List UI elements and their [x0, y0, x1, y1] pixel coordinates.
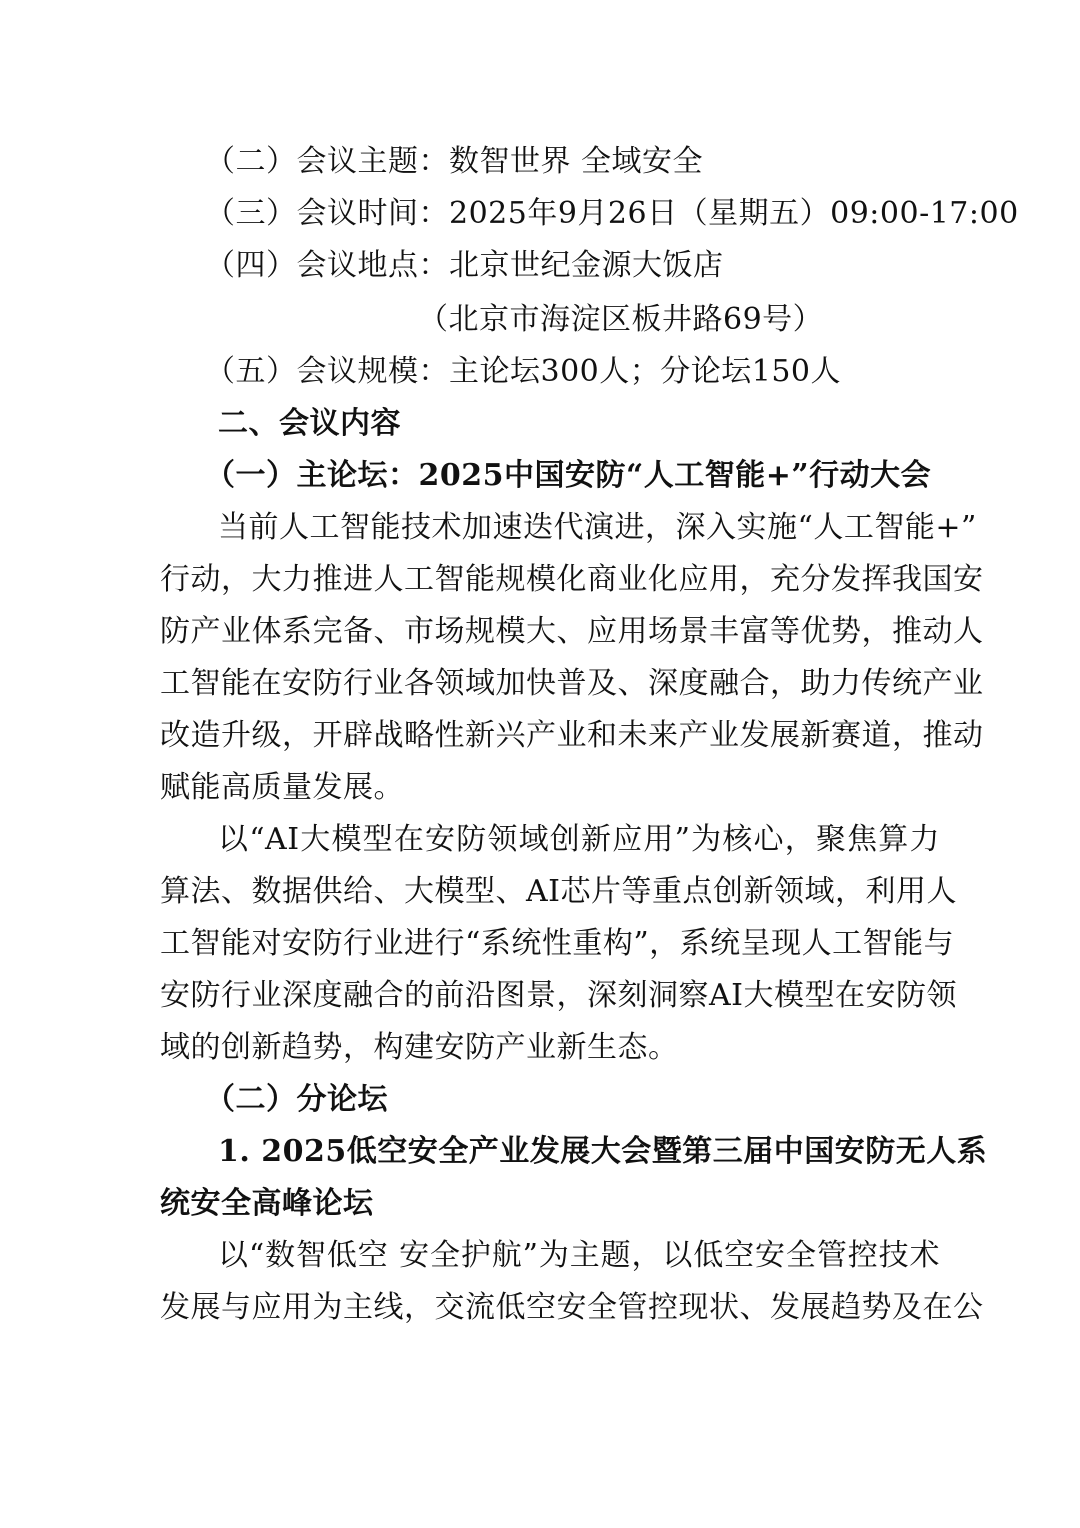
- meeting-venue: （四）会议地点：北京世纪金源大饭店: [205, 248, 724, 283]
- main-forum-heading: （一）主论坛：2025中国安防“人工智能+”行动大会: [205, 458, 932, 493]
- paragraph-line: 以“数智低空 安全护航”为主题，以低空安全管控技术: [218, 1238, 940, 1273]
- meeting-time: （三）会议时间：2025年9月26日（星期五）09:00-17:00: [205, 196, 1019, 231]
- paragraph-line: 算法、数据供给、大模型、AI芯片等重点创新领域，利用人: [160, 874, 958, 909]
- meeting-venue-address: （北京市海淀区板井路69号）: [418, 302, 824, 337]
- paragraph-line: 赋能高质量发展。: [160, 770, 404, 805]
- paragraph-line: 以“AI大模型在安防领域创新应用”为核心，聚焦算力: [218, 822, 940, 857]
- paragraph-line: 防产业体系完备、市场规模大、应用场景丰富等优势，推动人: [160, 614, 984, 649]
- sub-forum-heading: （二）分论坛: [205, 1082, 388, 1117]
- sub-forum-item-title: 统安全高峰论坛: [160, 1186, 374, 1221]
- paragraph-line: 发展与应用为主线，交流低空安全管控现状、发展趋势及在公: [160, 1290, 984, 1325]
- paragraph-line: 安防行业深度融合的前沿图景，深刻洞察AI大模型在安防领: [160, 978, 958, 1013]
- meeting-scale: （五）会议规模：主论坛300人；分论坛150人: [205, 354, 842, 389]
- paragraph-line: 行动，大力推进人工智能规模化商业化应用，充分发挥我国安: [160, 562, 984, 597]
- meeting-theme: （二）会议主题：数智世界 全域安全: [205, 144, 704, 179]
- paragraph-line: 域的创新趋势，构建安防产业新生态。: [160, 1030, 679, 1065]
- paragraph-line: 改造升级，开辟战略性新兴产业和未来产业发展新赛道，推动: [160, 718, 984, 753]
- paragraph-line: 工智能在安防行业各领域加快普及、深度融合，助力传统产业: [160, 666, 984, 701]
- paragraph-line: 当前人工智能技术加速迭代演进，深入实施“人工智能+”: [218, 510, 977, 545]
- section-heading-content: 二、会议内容: [218, 406, 401, 441]
- sub-forum-item-title: 1. 2025低空安全产业发展大会暨第三届中国安防无人系: [218, 1134, 988, 1169]
- paragraph-line: 工智能对安防行业进行“系统性重构”，系统呈现人工智能与: [160, 926, 955, 961]
